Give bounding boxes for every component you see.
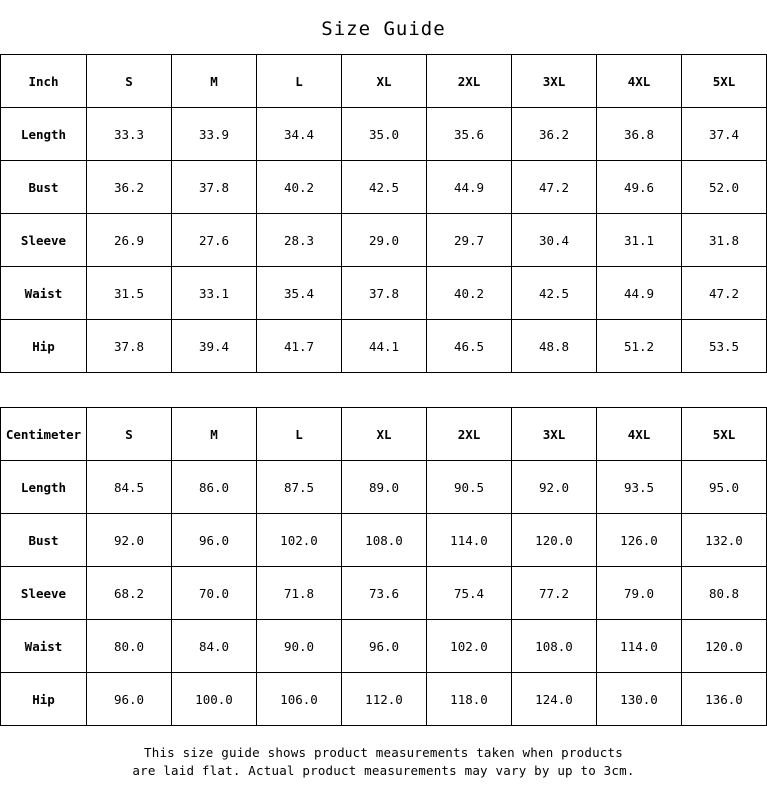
cell-value: 120.0 xyxy=(512,514,597,567)
cell-value: 108.0 xyxy=(342,514,427,567)
cell-value: 106.0 xyxy=(257,673,342,726)
cell-value: 90.0 xyxy=(257,620,342,673)
size-header-s: S xyxy=(87,408,172,461)
row-label: Waist xyxy=(1,267,87,320)
cell-value: 108.0 xyxy=(512,620,597,673)
size-header-m: M xyxy=(172,408,257,461)
cell-value: 27.6 xyxy=(172,214,257,267)
row-label: Waist xyxy=(1,620,87,673)
size-table-centimeter xyxy=(0,407,767,726)
table-header-row xyxy=(1,408,767,461)
cell-value: 44.1 xyxy=(342,320,427,373)
row-label: Bust xyxy=(1,161,87,214)
cell-value: 31.1 xyxy=(597,214,682,267)
unit-header-inch: Inch xyxy=(1,55,87,108)
cell-value: 75.4 xyxy=(427,567,512,620)
cell-value: 34.4 xyxy=(257,108,342,161)
cell-value: 29.0 xyxy=(342,214,427,267)
size-header-4xl: 4XL xyxy=(597,408,682,461)
size-guide-footnote xyxy=(0,726,767,780)
table-spacer xyxy=(0,373,767,407)
table-header-row xyxy=(1,55,767,108)
cell-value: 114.0 xyxy=(427,514,512,567)
cell-value: 26.9 xyxy=(87,214,172,267)
row-label: Length xyxy=(1,461,87,514)
cell-value: 96.0 xyxy=(172,514,257,567)
cell-value: 42.5 xyxy=(512,267,597,320)
cell-value: 92.0 xyxy=(87,514,172,567)
cell-value: 90.5 xyxy=(427,461,512,514)
cell-value: 86.0 xyxy=(172,461,257,514)
cell-value: 93.5 xyxy=(597,461,682,514)
cell-value: 49.6 xyxy=(597,161,682,214)
cell-value: 102.0 xyxy=(257,514,342,567)
cell-value: 68.2 xyxy=(87,567,172,620)
row-label: Hip xyxy=(1,673,87,726)
cell-value: 126.0 xyxy=(597,514,682,567)
size-header-3xl: 3XL xyxy=(512,55,597,108)
table-row xyxy=(1,161,767,214)
size-header-4xl: 4XL xyxy=(597,55,682,108)
cell-value: 87.5 xyxy=(257,461,342,514)
cell-value: 132.0 xyxy=(682,514,767,567)
table-row xyxy=(1,267,767,320)
size-header-xl: XL xyxy=(342,408,427,461)
footnote-line-2: are laid flat. Actual product measurements may vary by up to 3cm. xyxy=(132,763,635,778)
cell-value: 100.0 xyxy=(172,673,257,726)
size-header-5xl: 5XL xyxy=(682,408,767,461)
cell-value: 47.2 xyxy=(682,267,767,320)
cell-value: 120.0 xyxy=(682,620,767,673)
cell-value: 80.8 xyxy=(682,567,767,620)
cell-value: 41.7 xyxy=(257,320,342,373)
size-header-s: S xyxy=(87,55,172,108)
cell-value: 89.0 xyxy=(342,461,427,514)
cell-value: 31.5 xyxy=(87,267,172,320)
cell-value: 112.0 xyxy=(342,673,427,726)
row-label: Hip xyxy=(1,320,87,373)
cell-value: 33.1 xyxy=(172,267,257,320)
cell-value: 37.4 xyxy=(682,108,767,161)
cell-value: 37.8 xyxy=(172,161,257,214)
cell-value: 124.0 xyxy=(512,673,597,726)
table-row xyxy=(1,320,767,373)
cell-value: 29.7 xyxy=(427,214,512,267)
table-row xyxy=(1,567,767,620)
size-header-xl: XL xyxy=(342,55,427,108)
unit-header-centimeter: Centimeter xyxy=(1,408,87,461)
cell-value: 44.9 xyxy=(427,161,512,214)
cell-value: 35.4 xyxy=(257,267,342,320)
cell-value: 48.8 xyxy=(512,320,597,373)
cell-value: 80.0 xyxy=(87,620,172,673)
cell-value: 96.0 xyxy=(87,673,172,726)
table-row xyxy=(1,673,767,726)
footnote-line-1: This size guide shows product measurements taken when products xyxy=(144,745,623,760)
table-row xyxy=(1,620,767,673)
size-header-l: L xyxy=(257,55,342,108)
size-header-5xl: 5XL xyxy=(682,55,767,108)
table-row xyxy=(1,108,767,161)
row-label: Sleeve xyxy=(1,214,87,267)
cell-value: 136.0 xyxy=(682,673,767,726)
cell-value: 96.0 xyxy=(342,620,427,673)
cell-value: 36.2 xyxy=(87,161,172,214)
row-label: Sleeve xyxy=(1,567,87,620)
cell-value: 35.6 xyxy=(427,108,512,161)
size-header-m: M xyxy=(172,55,257,108)
cell-value: 36.2 xyxy=(512,108,597,161)
cell-value: 42.5 xyxy=(342,161,427,214)
cell-value: 30.4 xyxy=(512,214,597,267)
cell-value: 95.0 xyxy=(682,461,767,514)
cell-value: 130.0 xyxy=(597,673,682,726)
cell-value: 37.8 xyxy=(87,320,172,373)
row-label: Bust xyxy=(1,514,87,567)
cell-value: 33.3 xyxy=(87,108,172,161)
size-header-l: L xyxy=(257,408,342,461)
cell-value: 37.8 xyxy=(342,267,427,320)
table-row xyxy=(1,514,767,567)
cell-value: 77.2 xyxy=(512,567,597,620)
page-title: Size Guide xyxy=(321,18,446,40)
table-row xyxy=(1,214,767,267)
cell-value: 73.6 xyxy=(342,567,427,620)
cell-value: 40.2 xyxy=(257,161,342,214)
size-header-3xl: 3XL xyxy=(512,408,597,461)
cell-value: 35.0 xyxy=(342,108,427,161)
cell-value: 51.2 xyxy=(597,320,682,373)
cell-value: 84.0 xyxy=(172,620,257,673)
cell-value: 47.2 xyxy=(512,161,597,214)
cell-value: 102.0 xyxy=(427,620,512,673)
cell-value: 44.9 xyxy=(597,267,682,320)
cell-value: 71.8 xyxy=(257,567,342,620)
size-header-2xl: 2XL xyxy=(427,55,512,108)
cell-value: 53.5 xyxy=(682,320,767,373)
cell-value: 118.0 xyxy=(427,673,512,726)
size-header-2xl: 2XL xyxy=(427,408,512,461)
cell-value: 92.0 xyxy=(512,461,597,514)
cell-value: 84.5 xyxy=(87,461,172,514)
cell-value: 40.2 xyxy=(427,267,512,320)
cell-value: 70.0 xyxy=(172,567,257,620)
cell-value: 39.4 xyxy=(172,320,257,373)
cell-value: 33.9 xyxy=(172,108,257,161)
cell-value: 52.0 xyxy=(682,161,767,214)
table-row xyxy=(1,461,767,514)
cell-value: 46.5 xyxy=(427,320,512,373)
size-table-inch xyxy=(0,54,767,373)
cell-value: 79.0 xyxy=(597,567,682,620)
cell-value: 114.0 xyxy=(597,620,682,673)
row-label: Length xyxy=(1,108,87,161)
cell-value: 31.8 xyxy=(682,214,767,267)
cell-value: 28.3 xyxy=(257,214,342,267)
cell-value: 36.8 xyxy=(597,108,682,161)
